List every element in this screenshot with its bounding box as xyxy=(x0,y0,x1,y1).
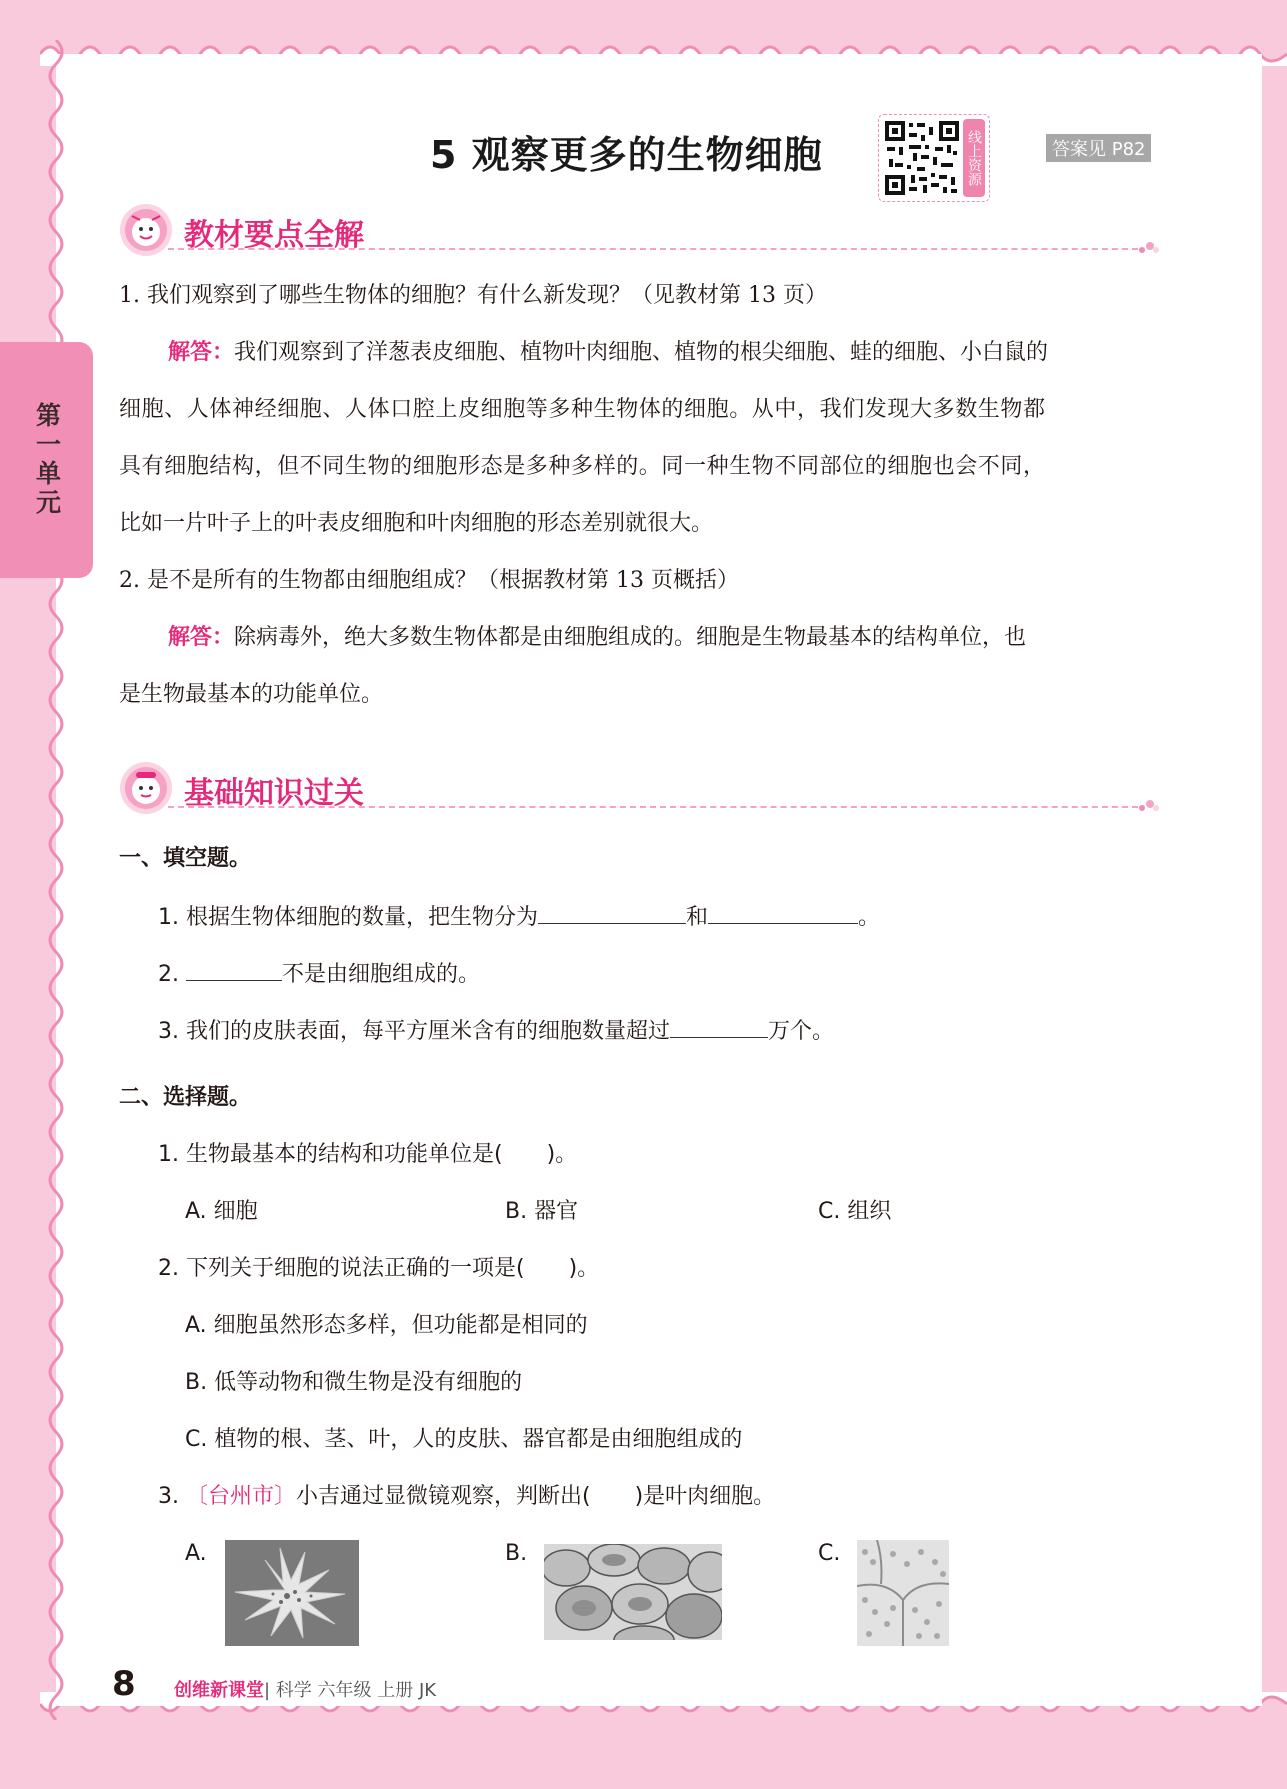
question-text: 小吉通过显微镜观察，判断出( )是叶肉细胞。 xyxy=(296,1484,776,1509)
answer-label: 解答： xyxy=(168,340,235,365)
mascot-icon xyxy=(118,202,174,258)
answer-1-line-3: 具有细胞结构，但不同生物的细胞形态是多种多样的。同一种生物不同部位的细胞也会不同， xyxy=(119,454,1046,479)
answer-text: 我们观察到了洋葱表皮细胞、植物叶肉细胞、植物的根尖细胞、蛙的细胞、小白鼠的 xyxy=(234,340,1049,365)
choice-3-option-c-label[interactable]: C. xyxy=(818,1541,841,1566)
qr-code-box[interactable] xyxy=(878,114,990,202)
answer-1-line-1 xyxy=(168,338,1048,368)
unit-tab xyxy=(0,342,93,578)
answer-1-line-4: 比如一片叶子上的叶表皮细胞和叶肉细胞的形态差别就很大。 xyxy=(119,511,714,536)
fill-question-2 xyxy=(158,958,480,990)
decorative-dots-icon xyxy=(1138,798,1160,814)
fill-text: 和 xyxy=(686,905,709,930)
choice-2-option-c[interactable]: C. 植物的根、茎、叶，人的皮肤、器官都是由细胞组成的 xyxy=(185,1427,743,1452)
choice-3-option-b-label[interactable]: B. xyxy=(505,1541,528,1566)
choice-question-3 xyxy=(158,1482,775,1512)
leaf-mesophyll-cell-image[interactable] xyxy=(857,1540,949,1646)
choice-1-option-a[interactable]: A. 细胞 xyxy=(185,1199,258,1224)
answer-text: 除病毒外，绝大多数生物体都是由细胞组成的。细胞是生物最基本的结构单位，也 xyxy=(234,625,1027,650)
mascot-icon xyxy=(118,760,174,816)
unit-tab-label: 第一单元 xyxy=(32,402,62,518)
question-1: 1. 我们观察到了哪些生物体的细胞？有什么新发现？（见教材第 13 页） xyxy=(119,283,827,308)
choice-question-1: 1. 生物最基本的结构和功能单位是( )。 xyxy=(158,1142,578,1167)
answer-label: 解答： xyxy=(168,625,235,650)
brand-name: 创维新课堂 xyxy=(174,1680,264,1701)
answer-1-line-2: 细胞、人体神经细胞、人体口腔上皮细胞等多种生物体的细胞。从中，我们发现大多数生物都 xyxy=(119,397,1046,422)
dashed-divider xyxy=(168,248,1138,250)
choice-2-option-b[interactable]: B. 低等动物和微生物是没有细胞的 xyxy=(185,1370,523,1395)
choice-question-2: 2. 下列关于细胞的说法正确的一项是( )。 xyxy=(158,1256,600,1281)
question-number: 3. xyxy=(158,1484,186,1509)
choice-1-option-b[interactable]: B. 器官 xyxy=(505,1199,579,1224)
part-2-title: 二、选择题。 xyxy=(119,1085,252,1110)
fill-text: 万个。 xyxy=(768,1019,835,1044)
qr-code-icon xyxy=(885,121,959,195)
blood-cell-image[interactable] xyxy=(544,1544,722,1640)
fill-text: 1. 根据生物体细胞的数量，把生物分为 xyxy=(158,905,538,930)
answer-reference: 答案见 P82 xyxy=(1046,134,1151,162)
fill-text: 不是由细胞组成的。 xyxy=(281,962,480,987)
section-heading-1 xyxy=(118,202,1160,258)
answer-2-line-1 xyxy=(168,623,1026,653)
fill-text: 3. 我们的皮肤表面，每平方厘米含有的细胞数量超过 xyxy=(158,1019,670,1044)
choice-2-option-a[interactable]: A. 细胞虽然形态多样，但功能都是相同的 xyxy=(185,1313,588,1338)
page-number: 8 xyxy=(112,1664,136,1704)
choice-3-option-a-label[interactable]: A. xyxy=(185,1541,207,1566)
section-heading-label: 基础知识过关 xyxy=(184,776,364,811)
answer-blank[interactable] xyxy=(538,901,686,924)
choice-1-option-c[interactable]: C. 组织 xyxy=(818,1199,892,1224)
fill-question-3 xyxy=(158,1015,834,1047)
part-1-title: 一、填空题。 xyxy=(119,846,252,871)
question-2: 2. 是不是所有的生物都由细胞组成？（根据教材第 13 页概括） xyxy=(119,568,739,593)
fill-text: 。 xyxy=(858,905,881,930)
page-title: 5 观察更多的生物细胞 xyxy=(430,133,823,177)
section-heading-2 xyxy=(118,760,1160,816)
footer-info xyxy=(174,1676,436,1702)
answer-blank[interactable] xyxy=(670,1015,768,1038)
wavy-border-left xyxy=(44,40,68,1720)
dashed-divider xyxy=(168,806,1138,808)
answer-blank[interactable] xyxy=(186,958,282,981)
section-heading-label: 教材要点全解 xyxy=(184,218,364,253)
answer-blank[interactable] xyxy=(708,901,858,924)
book-info: | 科学 六年级 上册 JK xyxy=(264,1680,437,1701)
fill-text: 2. xyxy=(158,962,186,987)
qr-label: 线上资源 xyxy=(963,119,985,197)
region-tag: 〔台州市〕 xyxy=(185,1484,296,1509)
decorative-dots-icon xyxy=(1138,240,1160,256)
fill-question-1 xyxy=(158,901,880,933)
neuron-cell-image[interactable] xyxy=(225,1540,359,1646)
answer-2-line-2: 是生物最基本的功能单位。 xyxy=(119,682,384,707)
